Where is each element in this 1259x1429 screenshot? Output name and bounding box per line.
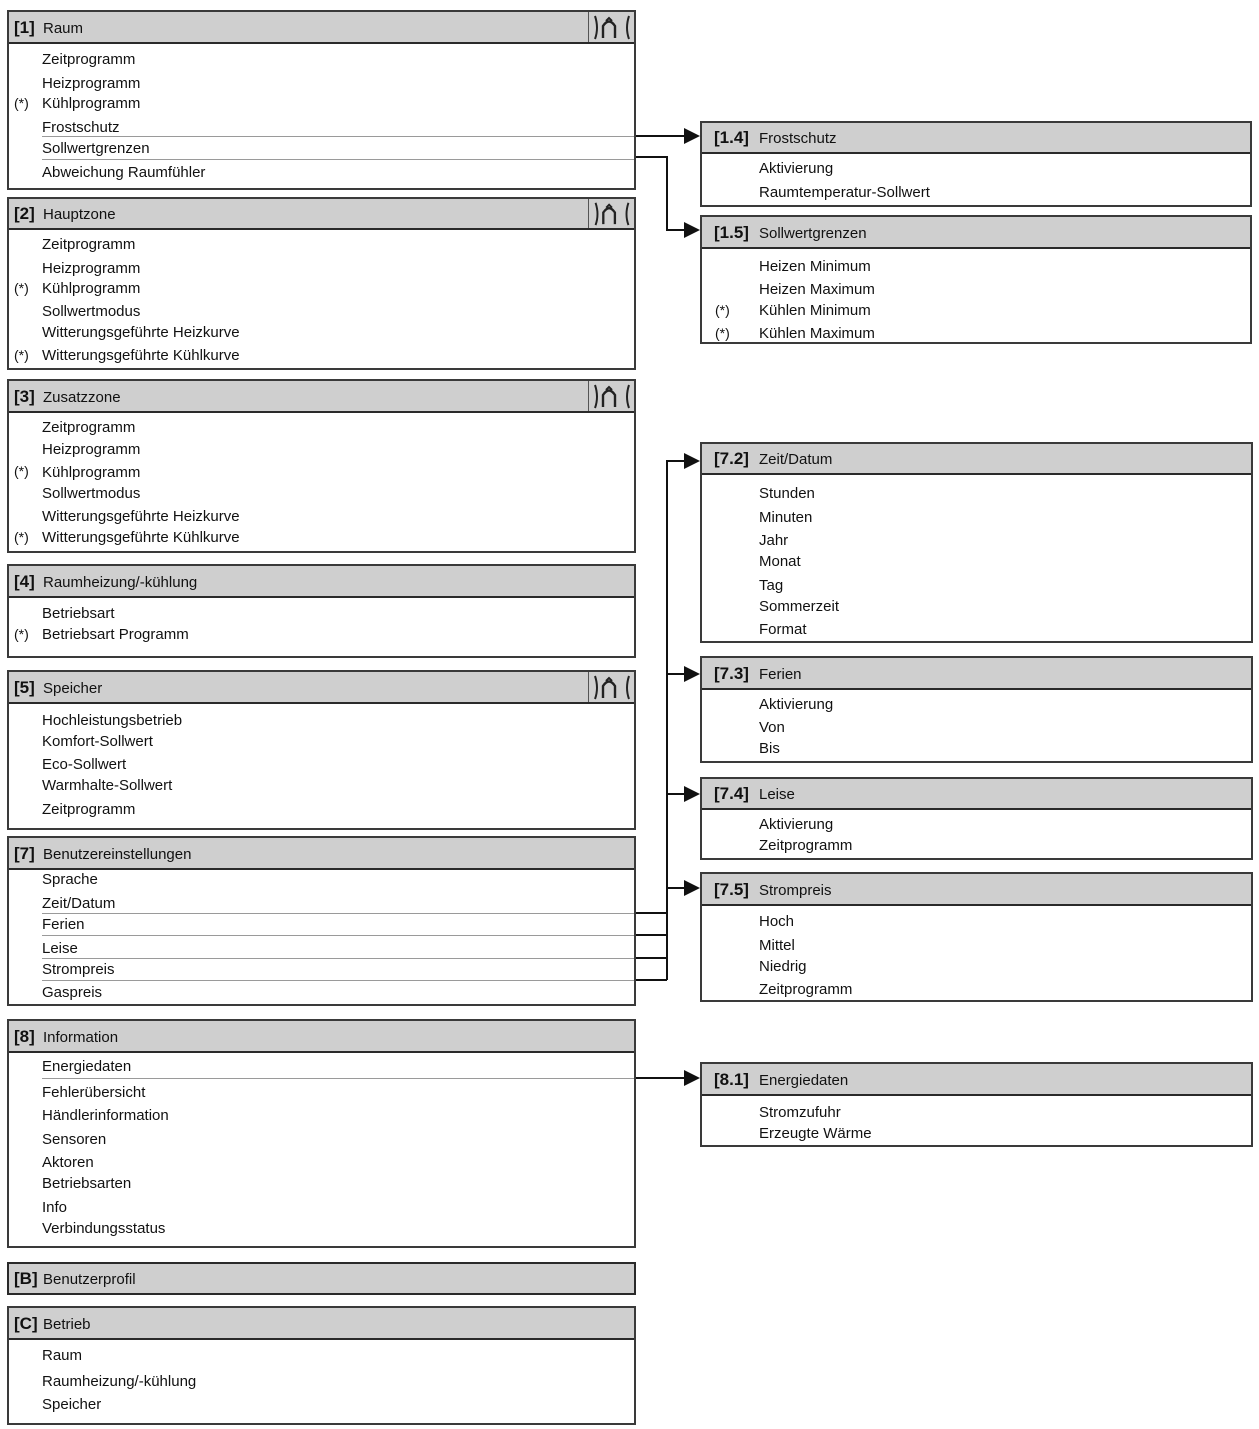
menu-title: Energiedaten (759, 1072, 849, 1089)
list-item[interactable]: Sollwertmodus (42, 485, 141, 502)
list-item[interactable]: Speicher (42, 1396, 102, 1413)
menu-code: [3] (14, 387, 35, 406)
connector-sollwertgrenzen (636, 157, 698, 230)
list-item[interactable]: Hoch (759, 913, 795, 930)
menu-code: [5] (14, 678, 35, 697)
list-item[interactable]: Jahr (759, 532, 789, 549)
list-item[interactable]: Frostschutz (42, 119, 120, 136)
list-item[interactable]: Fehlerübersicht (42, 1084, 146, 1101)
menu-code: [4] (14, 572, 35, 591)
menu-title: Raumheizung/-kühlung (43, 574, 198, 591)
list-item[interactable]: Tag (759, 577, 784, 594)
list-item[interactable]: Verbindungsstatus (42, 1220, 166, 1237)
menu-title: Raum (43, 20, 84, 37)
list-item[interactable]: Heizprogramm (42, 75, 141, 92)
list-item[interactable]: Zeitprogramm (759, 981, 853, 998)
list-item[interactable]: Format (759, 621, 807, 638)
menu-title: Zeit/Datum (759, 451, 833, 468)
list-item[interactable]: Mittel (759, 937, 795, 954)
menu-title: Leise (759, 786, 795, 803)
list-item[interactable]: Kühlprogramm (42, 95, 141, 112)
list-item[interactable]: Monat (759, 553, 801, 570)
list-item[interactable]: Niedrig (759, 958, 807, 975)
menu-code: [7.4] (714, 784, 749, 803)
list-item[interactable]: Aktoren (42, 1154, 94, 1171)
list-item[interactable]: Betriebsart Programm (42, 626, 189, 643)
list-item[interactable]: Betriebsart (42, 605, 115, 622)
list-item[interactable]: Raum (42, 1347, 83, 1364)
list-item[interactable]: Stunden (759, 485, 815, 502)
menu-code: [1] (14, 18, 35, 37)
menu-title: Benutzereinstellungen (43, 846, 192, 863)
list-item[interactable]: Heizprogramm (42, 441, 141, 458)
list-item[interactable]: Aktivierung (759, 816, 834, 833)
list-item[interactable]: Kühlen Minimum (759, 302, 871, 319)
list-item[interactable]: Von (759, 719, 785, 736)
menu-title: Frostschutz (759, 130, 837, 147)
menu-code: [7.5] (714, 880, 749, 899)
menu-title: Benutzerprofil (43, 1271, 136, 1288)
optional-marker: (*) (715, 325, 730, 341)
menu-code: [7.3] (714, 664, 749, 683)
list-item[interactable]: Zeitprogramm (42, 236, 136, 253)
menu-title: Zusatzzone (43, 389, 121, 406)
list-item[interactable]: Aktivierung (759, 696, 834, 713)
list-item[interactable]: Strompreis (42, 961, 115, 978)
menu-title: Ferien (759, 666, 802, 683)
optional-marker: (*) (14, 95, 29, 111)
list-item[interactable]: Aktivierung (759, 160, 834, 177)
list-item[interactable]: Eco-Sollwert (42, 756, 127, 773)
list-item[interactable]: Komfort-Sollwert (42, 733, 153, 750)
list-item[interactable]: Heizen Maximum (759, 281, 875, 298)
list-item[interactable]: Kühlprogramm (42, 464, 141, 481)
list-item[interactable]: Zeitprogramm (42, 801, 136, 818)
menu-code: [1.5] (714, 223, 749, 242)
list-item[interactable]: Witterungsgeführte Heizkurve (42, 508, 240, 525)
menu-code: [1.4] (714, 128, 749, 147)
list-item[interactable]: Sprache (42, 871, 98, 888)
list-item[interactable]: Zeitprogramm (42, 51, 136, 68)
list-item[interactable]: Händlerinformation (42, 1107, 169, 1124)
menu-title: Strompreis (759, 882, 832, 899)
menu-title: Information (43, 1029, 119, 1046)
list-item[interactable]: Warmhalte-Sollwert (42, 777, 173, 794)
menu-code: [B] (14, 1269, 38, 1288)
list-item[interactable]: Sensoren (42, 1131, 107, 1148)
menu-title: Hauptzone (43, 206, 116, 223)
menu-code: [7.2] (714, 449, 749, 468)
list-item[interactable]: Minuten (759, 509, 813, 526)
list-item[interactable]: Kühlen Maximum (759, 325, 875, 342)
list-item[interactable]: Sollwertgrenzen (42, 140, 150, 157)
menu-code: [8.1] (714, 1070, 749, 1089)
connector-zeit-datum (667, 461, 698, 980)
menu-title: Speicher (43, 680, 103, 697)
list-item[interactable]: Witterungsgeführte Kühlkurve (42, 529, 240, 546)
list-item[interactable]: Heizen Minimum (759, 258, 871, 275)
list-item[interactable]: Zeit/Datum (42, 895, 116, 912)
menu-code: [2] (14, 204, 35, 223)
optional-marker: (*) (14, 529, 29, 545)
menu-code: [8] (14, 1027, 35, 1046)
list-item[interactable]: Leise (42, 940, 78, 957)
list-item[interactable]: Info (42, 1199, 68, 1216)
list-item[interactable]: Abweichung Raumfühler (42, 164, 206, 181)
list-item[interactable]: Witterungsgeführte Heizkurve (42, 324, 240, 341)
menu-code: [7] (14, 844, 35, 863)
menu-title: Betrieb (43, 1316, 91, 1333)
list-item[interactable]: Sommerzeit (759, 598, 840, 615)
optional-marker: (*) (715, 302, 730, 318)
optional-marker: (*) (14, 280, 29, 296)
list-item[interactable]: Zeitprogramm (759, 837, 853, 854)
list-item[interactable]: Witterungsgeführte Kühlkurve (42, 347, 240, 364)
list-item[interactable]: Heizprogramm (42, 260, 141, 277)
optional-marker: (*) (14, 626, 29, 642)
menu-code: [C] (14, 1314, 38, 1333)
list-item[interactable]: Betriebsarten (42, 1175, 132, 1192)
list-item[interactable]: Hochleistungsbetrieb (42, 712, 183, 729)
list-item[interactable]: Gaspreis (42, 984, 103, 1001)
list-item[interactable]: Ferien (42, 916, 85, 933)
list-item[interactable]: Zeitprogramm (42, 419, 136, 436)
list-item[interactable]: Bis (759, 740, 780, 757)
list-item[interactable]: Kühlprogramm (42, 280, 141, 297)
optional-marker: (*) (14, 463, 29, 479)
list-item[interactable]: Energiedaten (42, 1058, 132, 1075)
menu-title: Sollwertgrenzen (759, 225, 867, 242)
list-item[interactable]: Raumtemperatur-Sollwert (759, 184, 930, 201)
list-item[interactable]: Erzeugte Wärme (759, 1125, 872, 1142)
list-item[interactable]: Stromzufuhr (759, 1104, 841, 1121)
list-item[interactable]: Raumheizung/-kühlung (42, 1373, 197, 1390)
optional-marker: (*) (14, 347, 29, 363)
list-item[interactable]: Sollwertmodus (42, 303, 141, 320)
